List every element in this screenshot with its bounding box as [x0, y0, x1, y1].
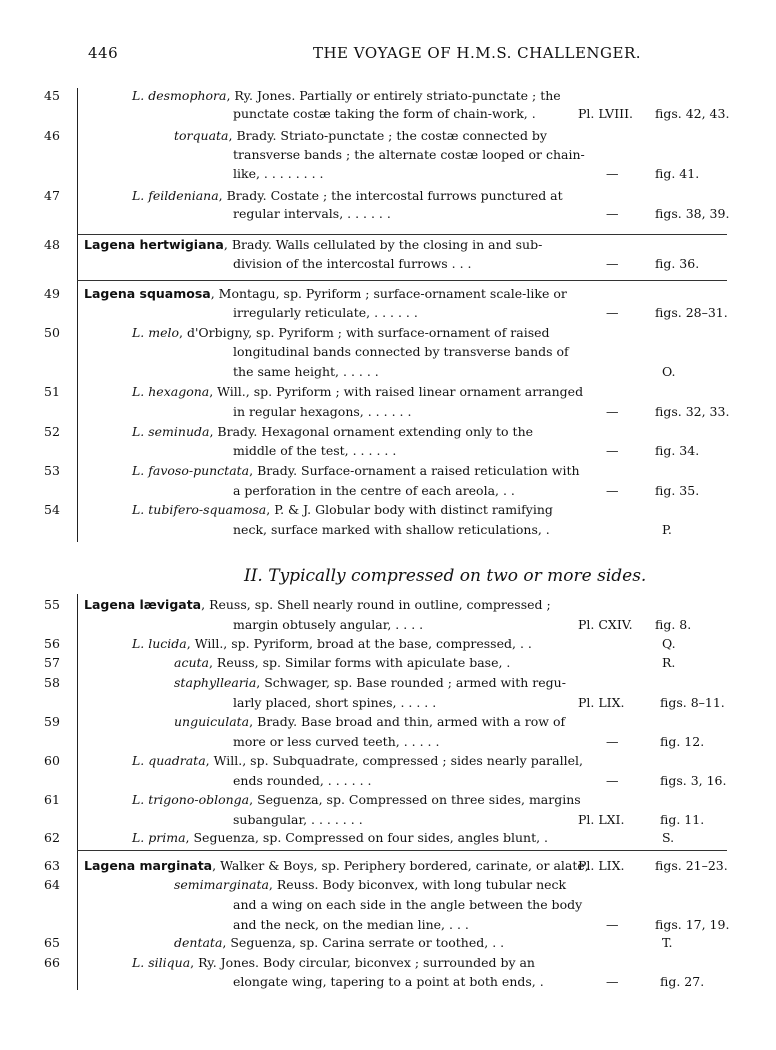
- entry-line: unguiculata, Brady. Base broad and thin, armed with a row of: [174, 714, 566, 729]
- plate-ref: Pl. CXIV.: [578, 617, 633, 632]
- entry-line: the same height, . . . . .: [233, 364, 379, 379]
- plate-ref: —: [606, 974, 619, 989]
- entry-line: and the neck, on the median line, . . .: [233, 917, 469, 932]
- figure-ref: fig. 11.: [660, 812, 705, 827]
- entry-line: elongate wing, tapering to a point at both ends, .: [233, 974, 544, 989]
- species-name: acuta: [174, 655, 209, 670]
- entry-line: semimarginata, Reuss. Body biconvex, with long tubular neck: [174, 877, 567, 892]
- plate-ref: Pl. LIX.: [578, 858, 625, 873]
- entry-line: Lagena marginata, Walker & Boys, sp. Periphery bordered, carinate, or alate,: [84, 858, 589, 873]
- plate-ref: —: [606, 166, 619, 181]
- entry-number: 53: [44, 463, 60, 478]
- entry-number: 48: [44, 237, 60, 252]
- entry-line: L. trigono-oblonga, Seguenza, sp. Compressed on three sides, margins: [132, 792, 581, 807]
- entry-line: regular intervals, . . . . . .: [233, 206, 391, 221]
- species-name: dentata: [174, 935, 223, 950]
- figure-ref: figs. 42, 43.: [655, 106, 730, 121]
- entry-number: 49: [44, 286, 60, 301]
- entry-line: transverse bands ; the alternate costæ looped or chain-: [233, 147, 585, 162]
- figure-ref: figs. 21–23.: [655, 858, 728, 873]
- entry-number: 62: [44, 830, 60, 845]
- entry-line: acuta, Reuss, sp. Similar forms with apiculate base, .: [174, 655, 511, 670]
- figure-ref: fig. 36.: [655, 256, 700, 271]
- entry-line: L. seminuda, Brady. Hexagonal ornament extending only to the: [132, 424, 534, 439]
- species-name: unguiculata: [174, 714, 250, 729]
- entry-line: more or less curved teeth, . . . . .: [233, 734, 440, 749]
- group-separator: [77, 234, 727, 235]
- figure-ref: O.: [662, 364, 676, 379]
- entry-line: L. desmophora, Ry. Jones. Partially or entirely striato-punctate ; the: [132, 88, 561, 103]
- entry-line: torquata, Brady. Striato-punctate ; the costæ connected by: [174, 128, 547, 143]
- entry-number: 61: [44, 792, 60, 807]
- plate-ref: Pl. LIX.: [578, 695, 625, 710]
- entry-line: L. favoso-punctata, Brady. Surface-ornament a raised reticulation with: [132, 463, 580, 478]
- entry-line: and a wing on each side in the angle between the body: [233, 897, 583, 912]
- species-name: L. desmophora: [132, 88, 227, 103]
- figure-ref: T.: [662, 935, 673, 950]
- species-name: torquata: [174, 128, 229, 143]
- section-heading: II. Typically compressed on two or more sides.: [244, 566, 647, 586]
- species-name: L. feildeniana: [132, 188, 219, 203]
- entry-number: 56: [44, 636, 60, 651]
- entry-line: middle of the test, . . . . . .: [233, 443, 397, 458]
- entry-line: in regular hexagons, . . . . . .: [233, 404, 412, 419]
- entry-line: L. tubifero-squamosa, P. & J. Globular body with distinct ramifying: [132, 502, 553, 517]
- entry-line: L. hexagona, Will., sp. Pyriform ; with raised linear ornament arranged: [132, 384, 584, 399]
- entry-line: L. prima, Seguenza, sp. Compressed on four sides, angles blunt, .: [132, 830, 549, 845]
- species-name: L. hexagona: [132, 384, 210, 399]
- margin-rule: [77, 850, 78, 990]
- entry-number: 65: [44, 935, 60, 950]
- entry-line: Lagena squamosa, Montagu, sp. Pyriform ; surface-ornament scale-like or: [84, 286, 567, 301]
- margin-rule: [77, 282, 78, 542]
- entry-line: L. lucida, Will., sp. Pyriform, broad at the base, compressed, . .: [132, 636, 532, 651]
- plate-ref: —: [606, 734, 619, 749]
- entry-line: dentata, Seguenza, sp. Carina serrate or toothed, . .: [174, 935, 505, 950]
- page-number: 446: [88, 44, 119, 62]
- entry-number: 64: [44, 877, 60, 892]
- species-name: L. trigono-oblonga: [132, 792, 250, 807]
- margin-rule: [77, 238, 78, 282]
- species-name: L. melo: [132, 325, 180, 340]
- entry-line: Lagena lævigata, Reuss, sp. Shell nearly round in outline, compressed ;: [84, 597, 551, 612]
- group-separator: [77, 280, 727, 281]
- species-name: L. lucida: [132, 636, 187, 651]
- figure-ref: fig. 8.: [655, 617, 692, 632]
- species-name: L. favoso-punctata: [132, 463, 250, 478]
- entry-line: staphyllearia, Schwager, sp. Base rounded ; armed with regu-: [174, 675, 566, 690]
- species-name: L. tubifero-squamosa: [132, 502, 267, 517]
- species-name: L. siliqua: [132, 955, 191, 970]
- entry-number: 45: [44, 88, 60, 103]
- species-name: Lagena hertwigiana: [84, 237, 224, 252]
- entry-line: L. quadrata, Will., sp. Subquadrate, compressed ; sides nearly parallel,: [132, 753, 583, 768]
- entry-number: 58: [44, 675, 60, 690]
- species-name: Lagena marginata: [84, 858, 213, 873]
- figure-ref: Q.: [662, 636, 676, 651]
- plate-ref: —: [606, 773, 619, 788]
- entry-number: 52: [44, 424, 60, 439]
- plate-ref: —: [606, 206, 619, 221]
- plate-ref: —: [606, 443, 619, 458]
- figure-ref: figs. 8–11.: [660, 695, 725, 710]
- entry-number: 46: [44, 128, 60, 143]
- plate-ref: —: [606, 404, 619, 419]
- entry-line: L. melo, d'Orbigny, sp. Pyriform ; with surface-ornament of raised: [132, 325, 550, 340]
- entry-number: 60: [44, 753, 60, 768]
- entry-line: longitudinal bands connected by transverse bands of: [233, 344, 569, 359]
- entry-number: 54: [44, 502, 60, 517]
- entry-line: neck, surface marked with shallow reticulations, .: [233, 522, 550, 537]
- figure-ref: figs. 17, 19.: [655, 917, 730, 932]
- species-name: Lagena squamosa: [84, 286, 211, 301]
- entry-line: larly placed, short spines, . . . . .: [233, 695, 437, 710]
- plate-ref: Pl. LVIII.: [578, 106, 633, 121]
- species-name: L. seminuda: [132, 424, 210, 439]
- figure-ref: fig. 34.: [655, 443, 700, 458]
- plate-ref: Pl. LXI.: [578, 812, 625, 827]
- figure-ref: figs. 3, 16.: [660, 773, 727, 788]
- plate-ref: —: [606, 256, 619, 271]
- entry-number: 59: [44, 714, 60, 729]
- entry-line: subangular, . . . . . . .: [233, 812, 363, 827]
- figure-ref: figs. 28–31.: [655, 305, 728, 320]
- group-separator: [77, 850, 727, 851]
- entry-line: Lagena hertwigiana, Brady. Walls cellulated by the closing in and sub-: [84, 237, 543, 252]
- entry-line: L. siliqua, Ry. Jones. Body circular, biconvex ; surrounded by an: [132, 955, 535, 970]
- species-name: staphyllearia: [174, 675, 257, 690]
- entry-line: ends rounded, . . . . . .: [233, 773, 372, 788]
- figure-ref: fig. 27.: [660, 974, 705, 989]
- entry-number: 55: [44, 597, 60, 612]
- figure-ref: fig. 41.: [655, 166, 700, 181]
- entry-line: punctate costæ taking the form of chain-work, .: [233, 106, 536, 121]
- entry-number: 50: [44, 325, 60, 340]
- figure-ref: figs. 32, 33.: [655, 404, 730, 419]
- species-name: Lagena lævigata: [84, 597, 202, 612]
- margin-rule: [77, 88, 78, 238]
- plate-ref: —: [606, 917, 619, 932]
- species-name: L. quadrata: [132, 753, 206, 768]
- running-title: THE VOYAGE OF H.M.S. CHALLENGER.: [312, 44, 642, 62]
- entry-number: 51: [44, 384, 60, 399]
- figure-ref: R.: [662, 655, 676, 670]
- entry-number: 47: [44, 188, 60, 203]
- figure-ref: fig. 35.: [655, 483, 700, 498]
- entry-line: irregularly reticulate, . . . . . .: [233, 305, 418, 320]
- entry-number: 66: [44, 955, 60, 970]
- species-name: semimarginata: [174, 877, 269, 892]
- entry-line: margin obtusely angular, . . . .: [233, 617, 424, 632]
- margin-rule: [77, 594, 78, 850]
- entry-line: a perforation in the centre of each areola, . .: [233, 483, 515, 498]
- entry-number: 63: [44, 858, 60, 873]
- figure-ref: P.: [662, 522, 672, 537]
- figure-ref: S.: [662, 830, 675, 845]
- figure-ref: figs. 38, 39.: [655, 206, 730, 221]
- figure-ref: fig. 12.: [660, 734, 705, 749]
- entry-line: division of the intercostal furrows . . .: [233, 256, 472, 271]
- entry-line: L. feildeniana, Brady. Costate ; the intercostal furrows punctured at: [132, 188, 563, 203]
- plate-ref: —: [606, 483, 619, 498]
- plate-ref: —: [606, 305, 619, 320]
- species-name: L. prima: [132, 830, 186, 845]
- entry-line: like, . . . . . . . .: [233, 166, 324, 181]
- entry-number: 57: [44, 655, 60, 670]
